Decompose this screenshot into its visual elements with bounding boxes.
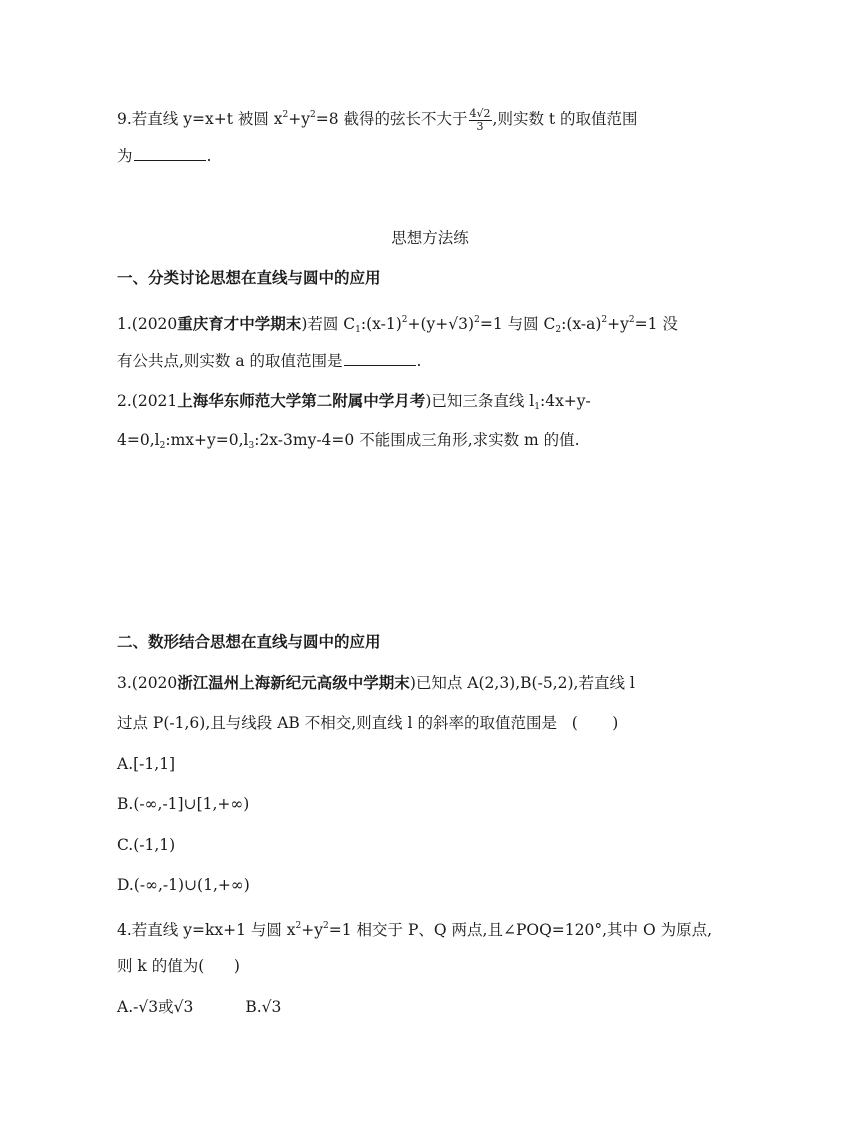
answer-blank[interactable] — [134, 146, 206, 161]
q2-line2-b: :mx+y=0,l — [165, 431, 249, 449]
q2-text-c: :4x+y- — [539, 392, 591, 410]
q4-option-b[interactable]: B.√3 — [245, 998, 282, 1016]
q9-text-6: . — [206, 147, 212, 165]
q3-source: 浙江温州上海新纪元高级中学期末 — [177, 674, 410, 692]
q3-text-b: )已知点 A(2,3),B(-5,2),若直线 l — [409, 674, 635, 692]
question-9-line-2 — [117, 144, 211, 168]
question-9-line-1 — [117, 103, 638, 133]
q4-sup-1: 2 — [295, 921, 302, 931]
q1-text-d: +(y+√3) — [407, 315, 475, 333]
q1-text-g: +y — [607, 315, 629, 333]
q1-line2-text: 有公共点,则实数 a 的取值范围是 — [117, 352, 343, 370]
question-4-line-2: 则 k 的值为( ) — [117, 957, 240, 975]
q2-text-b: )已知三条直线 l — [425, 392, 535, 410]
q1-sub-1: 1 — [355, 325, 361, 335]
question-3-line-1 — [117, 671, 635, 695]
q2-sub-3: 3 — [248, 441, 255, 451]
q4-text-c: =1 相交于 P、Q 两点,且∠POQ=120°,其中 O 为原点, — [328, 921, 713, 939]
q2-sub-2: 2 — [159, 441, 166, 451]
q4-text-a: 4.若直线 y=kx+1 与圆 x — [117, 921, 296, 939]
q9-text-4: ,则实数 t 的取值范围 — [492, 110, 638, 128]
q1-sup-1: 2 — [401, 315, 408, 325]
q1-sup-4: 2 — [628, 315, 635, 325]
q9-number: 9. — [117, 110, 132, 128]
q1-text-f: :(x-a) — [561, 315, 602, 333]
question-2-line-2 — [117, 428, 580, 458]
section-title: 思想方法练 — [391, 229, 469, 247]
q1-sup-3: 2 — [601, 315, 608, 325]
question-1-line-1 — [117, 308, 678, 342]
q1-source: 重庆育才中学期末 — [177, 315, 302, 333]
q1-sup-2: 2 — [474, 315, 480, 325]
q2-source: 上海华东师范大学第二附属中学月考 — [177, 392, 426, 410]
q2-line2-c: :2x-3my-4=0 不能围成三角形,求实数 m 的值. — [254, 431, 580, 449]
q2-line2-a: 4=0,l — [117, 431, 160, 449]
q3-option-a[interactable]: A.[-1,1] — [117, 755, 176, 773]
q1-text-c: :(x-1) — [360, 315, 402, 333]
q3-option-d[interactable]: D.(-∞,-1)∪(1,+∞) — [117, 876, 250, 894]
q9-fraction-denominator: 3 — [476, 119, 484, 133]
part-2-heading: 二、数形结合思想在直线与圆中的应用 — [117, 633, 381, 651]
q9-sup-2: 2 — [310, 110, 316, 120]
q2-sub-1: 1 — [534, 402, 540, 412]
q4-sup-2: 2 — [323, 921, 329, 931]
q9-text-3: =8 截得的弦长不大于 — [315, 110, 468, 128]
question-1-line-2 — [117, 349, 421, 373]
part-1-heading: 一、分类讨论思想在直线与圆中的应用 — [117, 269, 381, 287]
q3-option-c[interactable]: C.(-1,1) — [117, 836, 176, 854]
question-3-line-2: 过点 P(-1,6),且与线段 AB 不相交,则直线 l 的斜率的取值范围是 ( ) — [117, 714, 619, 732]
q4-option-a[interactable]: A.-√3或√3 — [117, 998, 194, 1016]
q4-text-b: +y — [301, 921, 324, 939]
q9-text-2: +y — [288, 110, 311, 128]
question-4-line-1 — [117, 914, 712, 942]
q1-sub-2: 2 — [555, 325, 562, 335]
q4-options — [117, 995, 281, 1019]
q9-fraction-numerator: 4√2 — [469, 106, 491, 120]
q9-fraction — [469, 108, 492, 133]
q1-line2-end: . — [416, 352, 422, 370]
q9-text-5: 为 — [117, 147, 133, 165]
q9-text-1: 若直线 y=x+t 被圆 x — [131, 110, 283, 128]
q1-text-b: )若圆 C — [301, 315, 356, 333]
q9-sup-1: 2 — [282, 110, 289, 120]
answer-blank[interactable] — [344, 351, 416, 366]
q3-number: 3.(2020 — [117, 674, 178, 692]
q1-number: 1.(2020 — [117, 315, 178, 333]
q1-text-h: =1 没 — [634, 315, 678, 333]
q1-text-e: =1 与圆 C — [479, 315, 556, 333]
question-2-line-1 — [117, 389, 591, 419]
q2-number: 2.(2021 — [117, 392, 178, 410]
q3-option-b[interactable]: B.(-∞,-1]∪[1,+∞) — [117, 795, 250, 813]
